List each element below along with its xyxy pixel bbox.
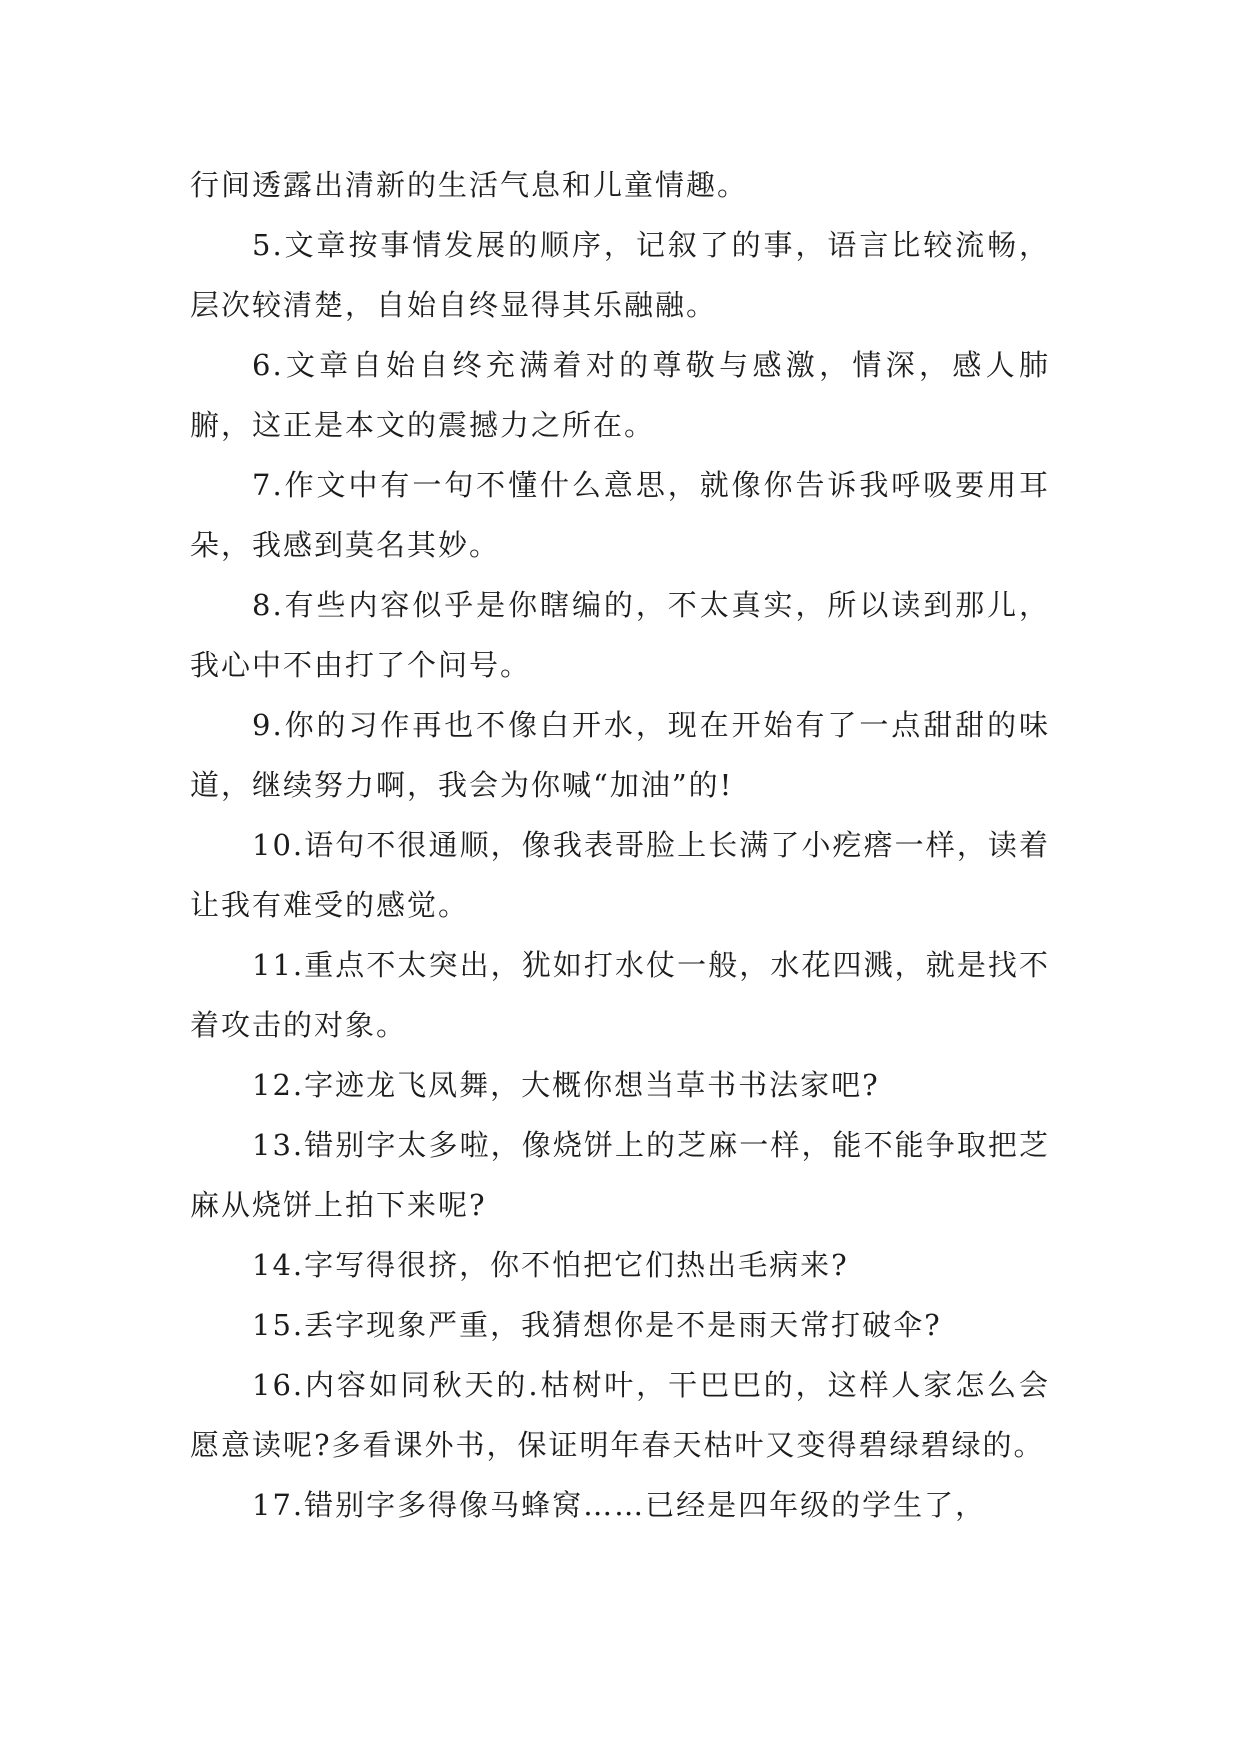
paragraph-comment-10: 10.语句不很通顺，像我表哥脸上长满了小疙瘩一样，读着让我有难受的感觉。 — [190, 828, 1050, 922]
paragraph-comment-5: 5.文章按事情发展的顺序，记叙了的事，语言比较流畅，层次较清楚，自始自终显得其乐融融。 — [190, 228, 1050, 322]
paragraph-comment-11: 11.重点不太突出，犹如打水仗一般，水花四溅，就是找不着攻击的对象。 — [190, 948, 1050, 1042]
paragraph-comment-14: 14.字写得很挤，你不怕把它们热出毛病来? — [252, 1248, 849, 1282]
paragraph-comment-13: 13.错别字太多啦，像烧饼上的芝麻一样，能不能争取把芝麻从烧饼上拍下来呢? — [190, 1128, 1050, 1222]
paragraph-comment-16: 16.内容如同秋天的.枯树叶，干巴巴的，这样人家怎么会愿意读呢?多看课外书，保证明年春天枯叶又变得碧绿碧绿的。 — [190, 1368, 1050, 1462]
paragraph-comment-9: 9.你的习作再也不像白开水，现在开始有了一点甜甜的味道，继续努力啊，我会为你喊“加油”的! — [190, 708, 1050, 802]
document-body — [190, 155, 1050, 1535]
paragraph-comment-7: 7.作文中有一句不懂什么意思，就像你告诉我呼吸要用耳朵，我感到莫名其妙。 — [190, 468, 1050, 562]
paragraph-comment-6: 6.文章自始自终充满着对的尊敬与感激，情深，感人肺腑，这正是本文的震撼力之所在。 — [190, 348, 1050, 442]
paragraph-continuation: 行间透露出清新的生活气息和儿童情趣。 — [190, 168, 749, 202]
paragraph-comment-8: 8.有些内容似乎是你瞎编的，不太真实，所以读到那儿，我心中不由打了个问号。 — [190, 588, 1050, 682]
paragraph-comment-17: 17.错别字多得像马蜂窝……已经是四年级的学生了， — [252, 1488, 987, 1522]
paragraph-comment-15: 15.丢字现象严重，我猜想你是不是雨天常打破伞? — [252, 1308, 942, 1342]
paragraph-comment-12: 12.字迹龙飞凤舞，大概你想当草书书法家吧? — [252, 1068, 880, 1102]
